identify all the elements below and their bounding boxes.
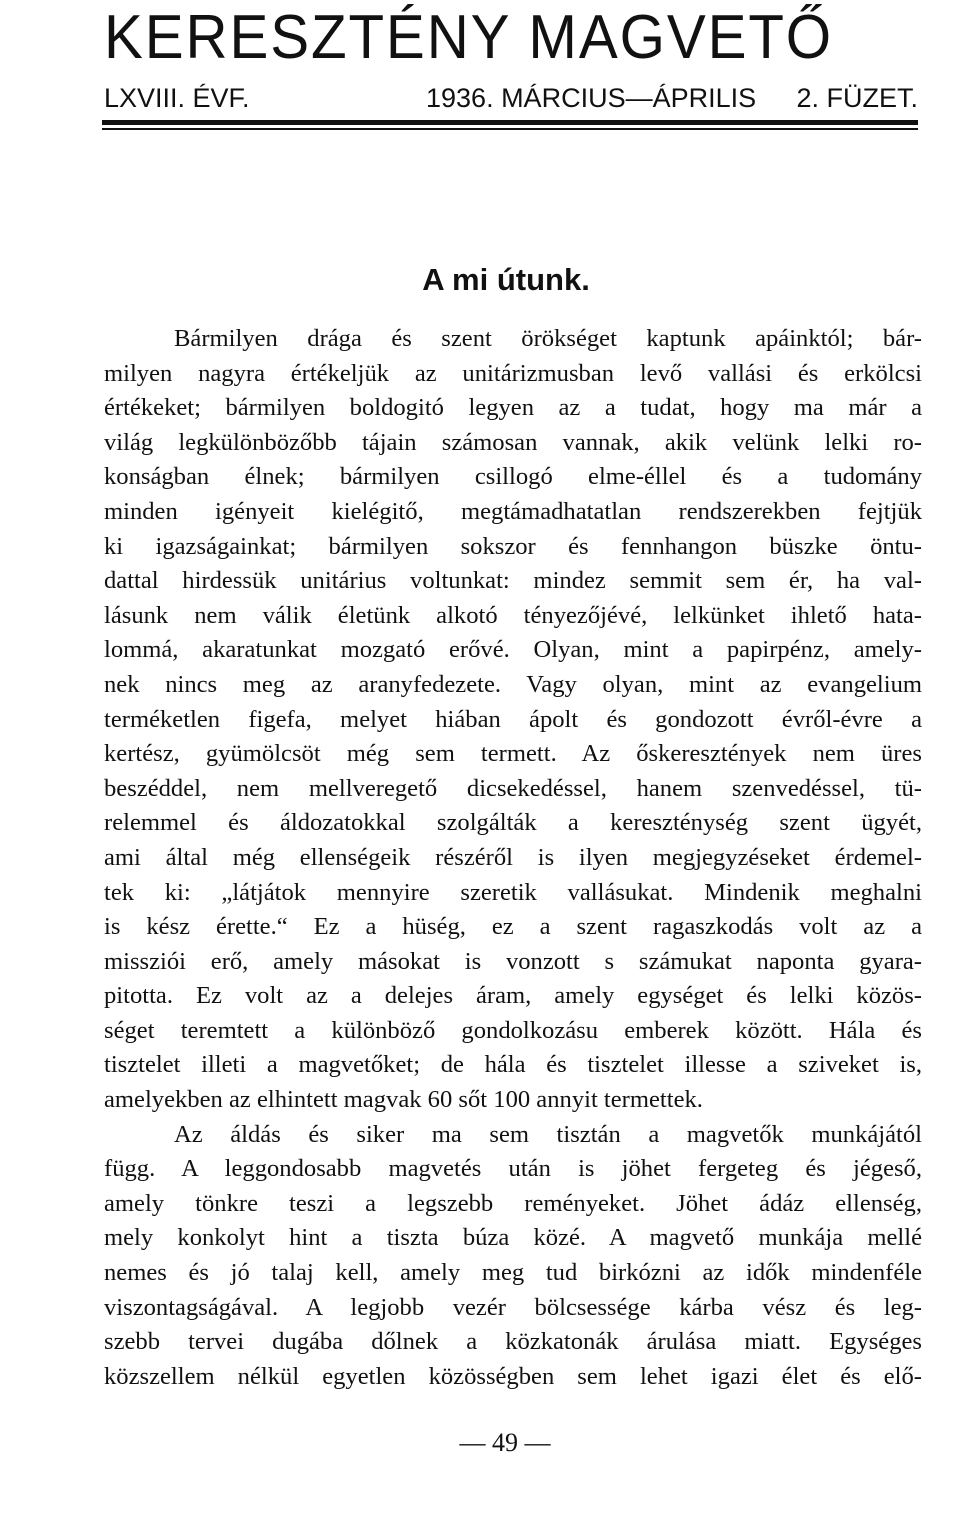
text-line: mely konkolyt hint a tiszta búza közé. A magvető munkája mellé bbox=[104, 1224, 922, 1252]
text-line: értékeket; bármilyen boldogitó legyen az a tudat, hogy ma már a bbox=[104, 394, 922, 422]
text-line: amelyekben az elhintett magvak 60 sőt 100 annyit termettek. bbox=[104, 1086, 703, 1114]
text-line: tisztelet illeti a magvetőket; de hála és tisztelet illesse a sziveket is, bbox=[104, 1051, 922, 1079]
text-line: viszontagságával. A legjobb vezér bölcsessége kárba vész és leg- bbox=[104, 1293, 922, 1321]
text-line: amely tönkre teszi a legszebb reményeket. Jöhet ádáz ellenség, bbox=[104, 1189, 922, 1217]
page-number: — 49 — bbox=[459, 1428, 551, 1457]
text-line: missziói erő, amely másokat is vonzott s számukat naponta gyara- bbox=[104, 947, 922, 975]
text-line: dattal hirdessük unitárius voltunkat: mindez semmit sem ér, ha val- bbox=[104, 567, 922, 595]
text-line: nek nincs meg az aranyfedezete. Vagy olyan, mint az evangelium bbox=[104, 670, 922, 698]
text-line: világ legkülönbözőbb tájain számosan vannak, akik velünk lelki ro- bbox=[104, 428, 922, 456]
text-line: lommá, akaratunkat mozgató erővé. Olyan, mint a papirpénz, amely- bbox=[104, 636, 922, 664]
issue-number: 2. FÜZET. bbox=[796, 83, 918, 113]
text-line: lásunk nem válik életünk alkotó tényezőjévé, lelkünket ihlető hata- bbox=[104, 601, 922, 629]
text-line: tek ki: „látjátok mennyire szeretik vallásukat. Mindenik meghalni bbox=[104, 878, 922, 906]
text-line: Az áldás és siker ma sem tisztán a magvetők munkájától bbox=[174, 1120, 922, 1148]
issue-line bbox=[104, 78, 918, 118]
text-line: is kész érette.“ Ez a hüség, ez a szent ragaszkodás volt az a bbox=[104, 913, 922, 941]
text-line: minden igényeit kielégitő, megtámadhatatlan rendszerekben fejtjük bbox=[104, 497, 922, 525]
masthead-title: KERESZTÉNY MAGVETŐ bbox=[104, 3, 834, 72]
text-line: beszéddel, nem mellveregető dicsekedéssel, hanem szenvedéssel, tü- bbox=[104, 774, 922, 802]
text-line: konságban élnek; bármilyen csillogó elme-éllel és a tudomány bbox=[104, 463, 922, 491]
text-line: relemmel és áldozatokkal szolgálták a kereszténység szent ügyét, bbox=[104, 809, 922, 837]
masthead-rule-thin bbox=[102, 128, 918, 130]
article-body bbox=[104, 322, 922, 1394]
text-line: ami által még ellenségeik részéről is ilyen megjegyzéseket érdemel- bbox=[104, 843, 922, 871]
text-line: terméketlen figefa, melyet hiában ápolt és gondozott évről-évre a bbox=[104, 705, 922, 733]
text-line: közszellem nélkül egyetlen közösségben sem lehet igazi élet és elő- bbox=[104, 1362, 922, 1390]
text-line: függ. A leggondosabb magvetés után is jöhet fergeteg és jégeső, bbox=[104, 1155, 922, 1183]
text-line: milyen nagyra értékeljük az unitárizmusban levő vallási és erkölcsi bbox=[104, 359, 922, 387]
text-line: szebb tervei dugába dőlnek a közkatonák árulása miatt. Egységes bbox=[104, 1328, 922, 1356]
text-line: ki igazságainkat; bármilyen sokszor és fennhangon büszke öntu- bbox=[104, 532, 922, 560]
issue-date: 1936. MÁRCIUS—ÁPRILIS bbox=[426, 83, 757, 113]
masthead-rule-thick bbox=[102, 120, 918, 125]
text-line: séget teremtett a különböző gondolkozásu emberek között. Hála és bbox=[104, 1016, 922, 1044]
issue-volume: LXVIII. ÉVF. bbox=[104, 83, 250, 113]
text-line: nemes és jó talaj kell, amely meg tud birkózni az idők mindenféle bbox=[104, 1259, 922, 1287]
text-line: Bármilyen drága és szent örökséget kaptunk apáinktól; bár- bbox=[174, 325, 922, 352]
text-line: pitotta. Ez volt az a delejes áram, amely egységet és lelki közös- bbox=[104, 982, 922, 1010]
text-line: kertész, gyümölcsöt még sem termett. Az őskeresztények nem üres bbox=[104, 740, 922, 768]
article-title: A mi útunk. bbox=[422, 262, 590, 297]
